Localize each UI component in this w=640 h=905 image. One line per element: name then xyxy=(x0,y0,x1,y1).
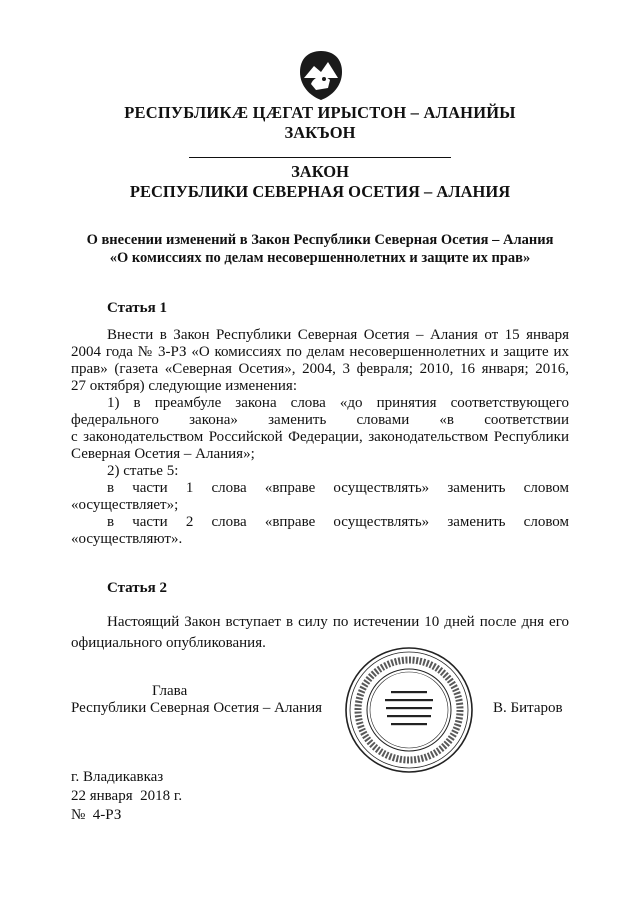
signatory-name: В. Битаров xyxy=(493,700,563,716)
header-ossetian-line2: ЗАКЪОН xyxy=(284,123,356,142)
law-title-line1: О внесении изменений в Закон Республики Северная Осетия – Алания xyxy=(86,232,554,248)
footer-date: 22 января 2018 г. xyxy=(71,788,183,804)
footer-city: г. Владикавказ xyxy=(71,769,164,785)
article1-line: в части 1 слова «вправе осуществлять» заменить словом xyxy=(107,480,569,496)
signatory-role-line2: Республики Северная Осетия – Алания xyxy=(71,700,323,716)
article1-line: с законодательством Российской Федерации, законодательством Республики xyxy=(71,429,569,445)
article2-line: Настоящий Закон вступает в силу по истечении 10 дней после дня его xyxy=(107,614,569,630)
document-footer xyxy=(71,768,182,825)
article1-line: 2) статье 5: xyxy=(107,463,179,479)
article1-body xyxy=(71,327,569,548)
official-seal-stamp-icon xyxy=(343,645,475,775)
article1-line: «осуществляют». xyxy=(71,531,183,547)
article2-heading: Статья 2 xyxy=(107,580,167,596)
header-russian-line2: РЕСПУБЛИКИ СЕВЕРНАЯ ОСЕТИЯ – АЛАНИЯ xyxy=(129,182,511,201)
article1-line: в части 2 слова «вправе осуществлять» заменить словом xyxy=(107,514,569,530)
header-russian-line1: ЗАКОН xyxy=(291,162,349,181)
footer-number: № 4-РЗ xyxy=(71,807,122,823)
header-ossetian-line1: РЕСПУБЛИКӔ ЦӔГАТ ИРЫСТОН – АЛАНИЙЫ xyxy=(124,103,516,122)
header-divider xyxy=(189,157,451,158)
article1-line: Северная Осетия – Алания»; xyxy=(71,446,255,462)
article1-heading: Статья 1 xyxy=(107,300,167,316)
law-title-line2: «О комиссиях по делам несовершеннолетних и защите их прав» xyxy=(109,250,531,266)
article1-line: 27 октября) следующие изменения: xyxy=(71,378,297,394)
article1-line: 2004 года № 3-РЗ «О комиссиях по делам несовершеннолетних и защите их xyxy=(71,344,569,360)
signatory-role-line1: Глава xyxy=(152,683,188,699)
article1-line: прав» (газета «Северная Осетия», 2004, 3 февраля; 2010, 16 января; 2016, xyxy=(71,361,569,377)
article1-line: Внести в Закон Республики Северная Осетия – Алания от 15 января xyxy=(107,327,569,343)
article2-body xyxy=(71,612,569,654)
coat-of-arms-emblem-icon xyxy=(294,48,348,102)
article1-line: федерального закона» заменить словами «в соответствии xyxy=(71,412,569,428)
article1-line: 1) в преамбуле закона слова «до принятия соответствующего xyxy=(107,395,569,411)
article1-line: «осуществляет»; xyxy=(71,497,179,513)
article2-line: официального опубликования. xyxy=(71,635,266,651)
